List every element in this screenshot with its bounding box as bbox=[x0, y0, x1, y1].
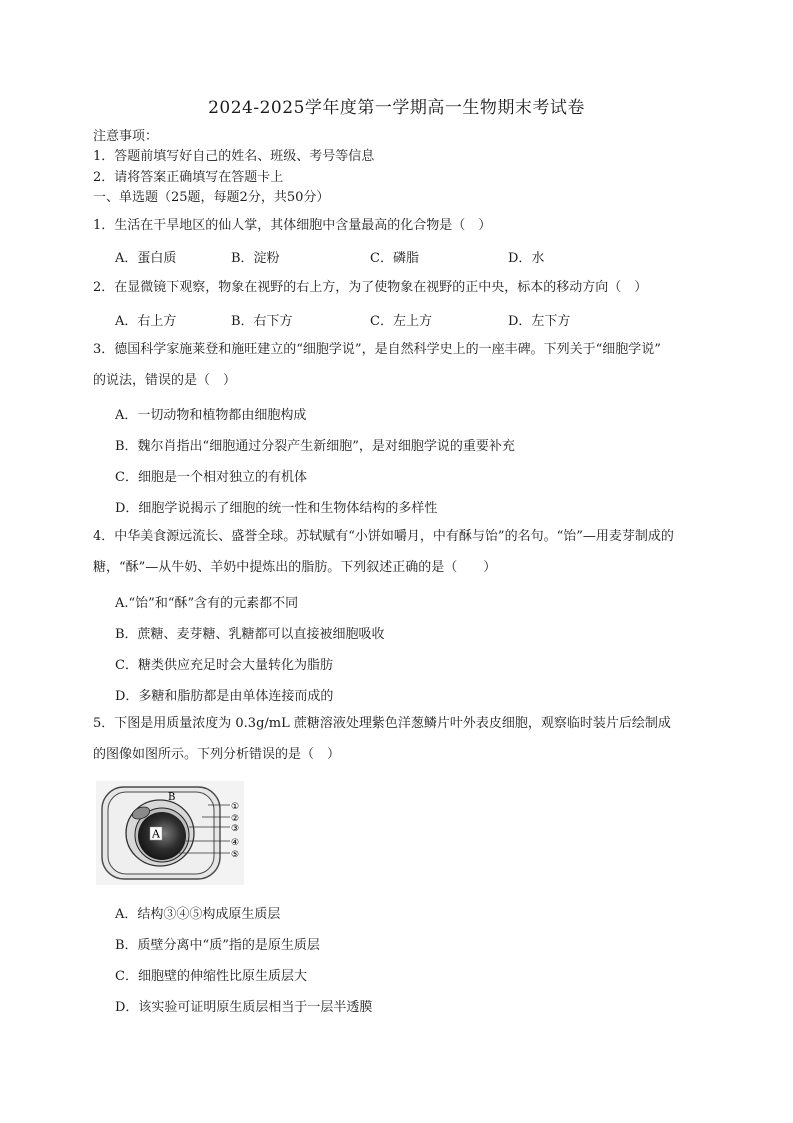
question-stem: 的说法，错误的是（ ） bbox=[93, 373, 237, 388]
question-stem: 1．生活在干旱地区的仙人掌，其体细胞中含量最高的化合物是（ ） bbox=[93, 218, 492, 233]
notice-item: 1．答题前填写好自己的姓名、班级、考号等信息 bbox=[93, 149, 375, 164]
question-stem: 糖，“酥”—从牛奶、羊奶中提炼出的脂肪。下列叙述正确的是（ ） bbox=[93, 560, 497, 575]
marker-3: ③ bbox=[231, 824, 240, 834]
option-d: D．多糖和脂肪都是由单体连接而成的 bbox=[115, 689, 334, 704]
option-c: C．细胞是一个相对独立的有机体 bbox=[115, 470, 307, 485]
question-stem: 5．下图是用质量浓度为 0.3g/mL 蔗糖溶液处理紫色洋葱鳞片叶外表皮细胞，观察临时装片后绘制成 bbox=[93, 716, 671, 731]
label-a: A bbox=[152, 827, 160, 841]
label-b: B bbox=[168, 792, 176, 803]
question-stem: 2．在显微镜下观察，物象在视野的右上方，为了使物象在视野的正中央，标本的移动方向（ ） bbox=[93, 280, 648, 295]
marker-1: ① bbox=[231, 802, 240, 812]
option-b: B．蔗糖、麦芽糖、乳糖都可以直接被细胞吸收 bbox=[115, 627, 385, 642]
marker-4: ④ bbox=[231, 838, 240, 848]
option-d: D．水 bbox=[508, 251, 545, 266]
option-b: B．魏尔肖指出“细胞通过分裂产生新细胞”，是对细胞学说的重要补充 bbox=[115, 439, 515, 454]
option-a: A．右上方 bbox=[115, 314, 177, 329]
cell-diagram bbox=[96, 781, 244, 885]
exam-title: 2024-2025学年度第一学期高一生物期末考试卷 bbox=[208, 98, 585, 118]
option-d: D．该实验可证明原生质层相当于一层半透膜 bbox=[115, 1000, 373, 1015]
options-row bbox=[115, 310, 715, 330]
option-a: A．蛋白质 bbox=[115, 251, 177, 266]
marker-5: ⑤ bbox=[231, 850, 240, 860]
notice-item: 2．请将答案正确填写在答题卡上 bbox=[93, 170, 284, 185]
option-b: B．质壁分离中“质”指的是原生质层 bbox=[115, 938, 320, 953]
notice-heading: 注意事项： bbox=[93, 129, 159, 144]
option-c: C．左上方 bbox=[370, 314, 432, 329]
option-c: C．磷脂 bbox=[370, 251, 419, 266]
question-stem: 4．中华美食源远流长、盛誉全球。苏轼赋有“小饼如嚼月，中有酥与饴”的名句。“饴”—用麦芽制成的 bbox=[93, 529, 674, 544]
question-stem: 3．德国科学家施莱登和施旺建立的“细胞学说”，是自然科学史上的一座丰碑。下列关于“细胞学说” bbox=[93, 342, 661, 357]
option-a: A.“饴”和“酥”含有的元素都不同 bbox=[115, 596, 299, 611]
option-b: B．右下方 bbox=[231, 314, 293, 329]
marker-2: ② bbox=[231, 814, 240, 824]
option-c: C．细胞壁的伸缩性比原生质层大 bbox=[115, 969, 307, 984]
option-a: A．结构③④⑤构成原生质层 bbox=[115, 907, 281, 922]
option-a: A．一切动物和植物都由细胞构成 bbox=[115, 408, 307, 423]
plasmolysis-cell-figure bbox=[96, 781, 244, 885]
option-c: C．糖类供应充足时会大量转化为脂肪 bbox=[115, 658, 333, 673]
section-heading: 一、单选题（25题，每题2分，共50分） bbox=[93, 190, 330, 205]
option-d: D．左下方 bbox=[508, 314, 571, 329]
option-d: D．细胞学说揭示了细胞的统一性和生物体结构的多样性 bbox=[115, 501, 438, 516]
options-row bbox=[115, 247, 715, 267]
question-stem: 的图像如图所示。下列分析错误的是（ ） bbox=[93, 747, 341, 762]
option-b: B．淀粉 bbox=[231, 251, 280, 266]
